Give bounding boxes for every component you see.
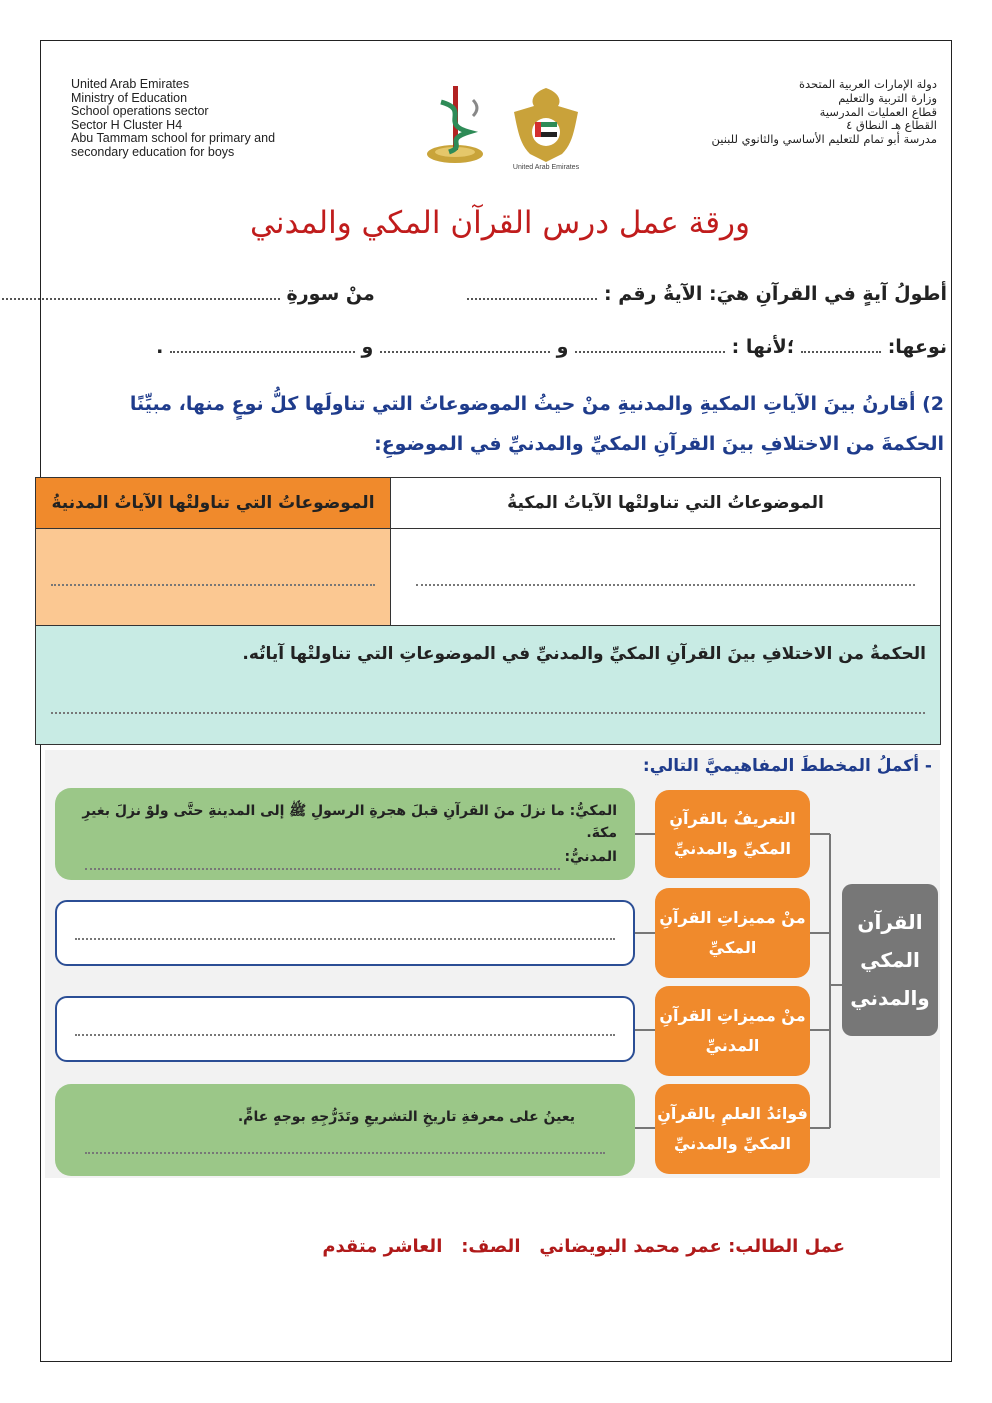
q1-text-b: منْ سورةِ [286, 283, 375, 305]
header-en-line: Abu Tammam school for primary and [71, 131, 276, 145]
header-arabic [637, 78, 937, 147]
emblem-caption: United Arab Emirates [512, 164, 580, 171]
q1b-blank-reason-2[interactable] [380, 340, 550, 353]
branch-benefits: فوائدُ العلمِ بالقرآنِ المكيِّ والمدنيِّ [655, 1084, 810, 1174]
table-cell-makki-answer[interactable] [390, 528, 941, 626]
leaf-benefits[interactable] [55, 1084, 635, 1176]
branch-madani-features: منْ مميزاتِ القرآنِ المدنيِّ [655, 986, 810, 1076]
header-en-line: United Arab Emirates [71, 77, 190, 91]
question-1 [67, 283, 947, 305]
leaf-madani-features[interactable] [55, 996, 635, 1062]
q1b-blank-reason-3[interactable] [170, 340, 355, 353]
header-en-line: School operations sector [71, 104, 209, 118]
q1b-blank-reason-1[interactable] [575, 340, 725, 353]
table-wisdom-cell[interactable] [35, 625, 941, 745]
student-label: عمل الطالب: [728, 1236, 845, 1257]
header-ar-line: القطاع هـ النطاق ٤ [846, 118, 937, 133]
leaf-definition[interactable] [55, 788, 635, 880]
q1b-blank-type[interactable] [801, 340, 881, 353]
wisdom-prompt: الحكمةُ من الاختلافِ بينَ القرآنِ المكيِّ والمدنيِّ في الموضوعاتِ التي تناولتْها آياتُه. [242, 644, 926, 664]
leaf-makki-features[interactable] [55, 900, 635, 966]
student-name: عمر محمد البويضاني [539, 1236, 722, 1257]
header-ar-line: قطاع العمليات المدرسية [819, 104, 937, 119]
table-header-madani: الموضوعاتُ التي تناولتْها الآياتُ المدنيةُ [35, 477, 391, 529]
table-header-makki: الموضوعاتُ التي تناولتْها الآياتُ المكيةُ [390, 477, 941, 529]
header-en-line: secondary education for boys [71, 144, 235, 159]
comparison-table [35, 477, 941, 745]
class-label: الصف: [461, 1236, 521, 1257]
header-en-line: Ministry of Education [71, 90, 188, 105]
def-makki-text: المكيُّ: ما نزلَ منَ القرآنِ قبلَ هجرةِ الرسولِ ﷺ إلى المدينةِ حتَّى ولوْ نزلَ بغيرِ مكةَ. [82, 803, 617, 841]
ministry-logo-icon [423, 80, 497, 170]
concept-map-panel [45, 750, 940, 1178]
q1b-end: . [156, 336, 164, 358]
uae-emblem-icon [504, 82, 588, 174]
q1b-type-label: نوعها: [887, 336, 947, 358]
page-title: ورقة عمل درس القرآن المكي والمدني [249, 205, 750, 241]
q1-blank-ayah-number[interactable] [467, 287, 597, 300]
question-1b [67, 336, 947, 358]
class-value: العاشر متقدم [322, 1236, 443, 1257]
benefit-text: يعينُ على معرفةِ تاريخِ التشريعِ وتَدَرُّجِهِ بوجهٍ عامٍّ. [237, 1109, 575, 1125]
question-2: 2) أقارنُ بينَ الآياتِ المكيةِ والمدنيةِ منْ حيثُ الموضوعاتُ التي تناولَها كلُّ نوعٍ منها، مبيِّنًا الحكمةَ من الاختلافِ بينَ القرآنِ المكيِّ والمدنيِّ في الموضوعِ: [129, 393, 944, 455]
header-ar-line: دولة الإمارات العربية المتحدة [798, 77, 937, 91]
q1b-and-1: و [556, 336, 569, 358]
q1b-because-label: ؛لأنها : [731, 336, 795, 358]
branch-makki-features: منْ مميزاتِ القرآنِ المكيِّ [655, 888, 810, 978]
header-ar-line: مدرسة أبو تمام للتعليم الأساسي والثانوي للبنين [711, 132, 937, 147]
header-ar-line: وزارة التربية والتعليم [838, 90, 937, 105]
concept-map-instruction: - أكملُ المخططَ المفاهيميَّ التالي: [642, 756, 932, 776]
header-english [71, 78, 275, 159]
def-madani-label: المدنيُّ: [564, 849, 617, 865]
q1-blank-surah[interactable] [0, 287, 280, 300]
concept-center-node: القرآن المكي والمدني [842, 884, 938, 1036]
student-footer [270, 1236, 845, 1257]
q1-text-a: أطولُ آيةٍ في القرآنِ هيَ: الآيةُ رقم : [603, 283, 947, 305]
table-cell-madani-answer[interactable] [35, 528, 391, 626]
header-en-line: Sector H Cluster H4 [71, 117, 183, 132]
q1b-and-2: و [361, 336, 374, 358]
branch-definition: التعريفُ بالقرآنِ المكيِّ والمدنيِّ [655, 790, 810, 878]
